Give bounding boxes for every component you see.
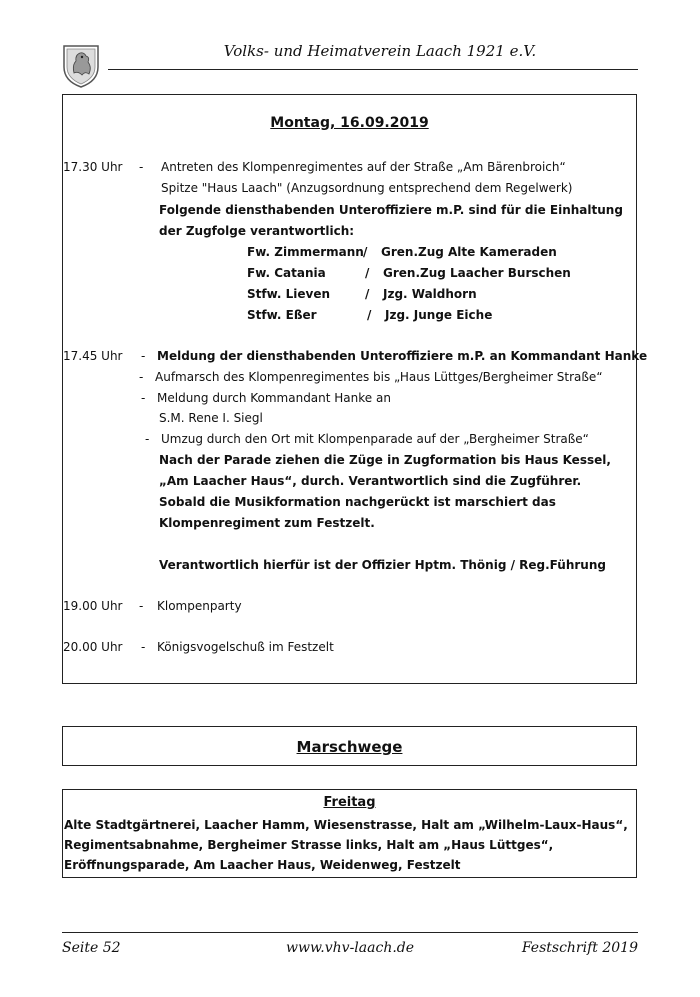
officer-sep: / bbox=[363, 245, 368, 259]
officer-sep: / bbox=[365, 266, 370, 280]
dash: - bbox=[139, 160, 144, 174]
entry-line: „Am Laacher Haus“, durch. Verantwortlich sind die Zugführer. bbox=[159, 474, 582, 488]
day-heading: Montag, 16.09.2019 bbox=[270, 115, 429, 131]
entry-line: Sobald die Musikformation nachgerückt ist marschiert das bbox=[159, 495, 556, 509]
route-box bbox=[62, 789, 637, 878]
time-1900: 19.00 Uhr bbox=[63, 599, 123, 613]
entry-line: Spitze "Haus Laach" (Anzugsordnung entsprechend dem Regelwerk) bbox=[161, 181, 573, 195]
officer-unit: Jzg. Junge Eiche bbox=[385, 308, 493, 322]
footer-divider bbox=[62, 932, 638, 933]
dash: - bbox=[139, 599, 144, 613]
officer-sep: / bbox=[367, 308, 372, 322]
officer-name: Stfw. Eßer bbox=[247, 308, 317, 322]
entry-line: Umzug durch den Ort mit Klompenparade auf der „Bergheimer Straße“ bbox=[161, 432, 589, 446]
header-title: Volks- und Heimatverein Laach 1921 e.V. bbox=[223, 42, 537, 60]
entry-line: der Zugfolge verantwortlich: bbox=[159, 224, 355, 238]
entry-line: Meldung der diensthabenden Unteroffiziere m.P. an Kommandant Hanke bbox=[157, 349, 648, 363]
header-divider bbox=[108, 69, 638, 70]
entry-line: Folgende diensthabenden Unteroffiziere m.P. sind für die Einhaltung bbox=[159, 203, 623, 217]
entry-line: Verantwortlich hierfür ist der Offizier Hptm. Thönig / Reg.Führung bbox=[159, 558, 606, 572]
footer-url[interactable]: www.vhv-laach.de bbox=[286, 940, 415, 956]
route-line: Regimentsabnahme, Bergheimer Strasse links, Halt am „Haus Lüttges“, bbox=[64, 838, 554, 852]
entry-line: Meldung durch Kommandant Hanke an bbox=[157, 391, 391, 405]
time-1745: 17.45 Uhr bbox=[63, 349, 123, 363]
publication-title: Festschrift 2019 bbox=[521, 940, 638, 956]
dash: - bbox=[139, 370, 144, 384]
officer-name: Stfw. Lieven bbox=[247, 287, 331, 301]
dash: - bbox=[141, 349, 146, 363]
marschwege-title: Marschwege bbox=[296, 738, 403, 756]
officer-unit: Jzg. Waldhorn bbox=[383, 287, 477, 301]
dash: - bbox=[141, 391, 146, 405]
entry-line: Aufmarsch des Klompenregimentes bis „Haus Lüttges/Bergheimer Straße“ bbox=[155, 370, 603, 384]
entry-line: Klompenparty bbox=[157, 599, 242, 613]
entry-line: Nach der Parade ziehen die Züge in Zugformation bis Haus Kessel, bbox=[159, 453, 611, 467]
entry-line: Königsvogelschuß im Festzelt bbox=[157, 640, 334, 654]
entry-line: S.M. Rene I. Siegl bbox=[159, 411, 263, 425]
officer-name: Fw. Zimmermann bbox=[247, 245, 364, 259]
entry-line: Klompenregiment zum Festzelt. bbox=[159, 516, 375, 530]
marschwege-box bbox=[62, 726, 637, 766]
route-day-heading: Freitag bbox=[323, 795, 376, 810]
coat-of-arms-icon bbox=[62, 43, 100, 89]
officer-name: Fw. Catania bbox=[247, 266, 326, 280]
time-2000: 20.00 Uhr bbox=[63, 640, 123, 654]
time-1730: 17.30 Uhr bbox=[63, 160, 123, 174]
dash: - bbox=[141, 640, 146, 654]
officer-unit: Gren.Zug Alte Kameraden bbox=[381, 245, 557, 259]
officer-sep: / bbox=[365, 287, 370, 301]
route-line: Alte Stadtgärtnerei, Laacher Hamm, Wiesenstrasse, Halt am „Wilhelm-Laux-Haus“, bbox=[64, 818, 628, 832]
page-number: Seite 52 bbox=[62, 940, 121, 956]
entry-line: Antreten des Klompenregimentes auf der Straße „Am Bärenbroich“ bbox=[161, 160, 566, 174]
schedule-box bbox=[62, 94, 648, 684]
route-line: Eröffnungsparade, Am Laacher Haus, Weidenweg, Festzelt bbox=[64, 858, 461, 872]
officer-unit: Gren.Zug Laacher Burschen bbox=[383, 266, 571, 280]
dash: - bbox=[145, 432, 150, 446]
